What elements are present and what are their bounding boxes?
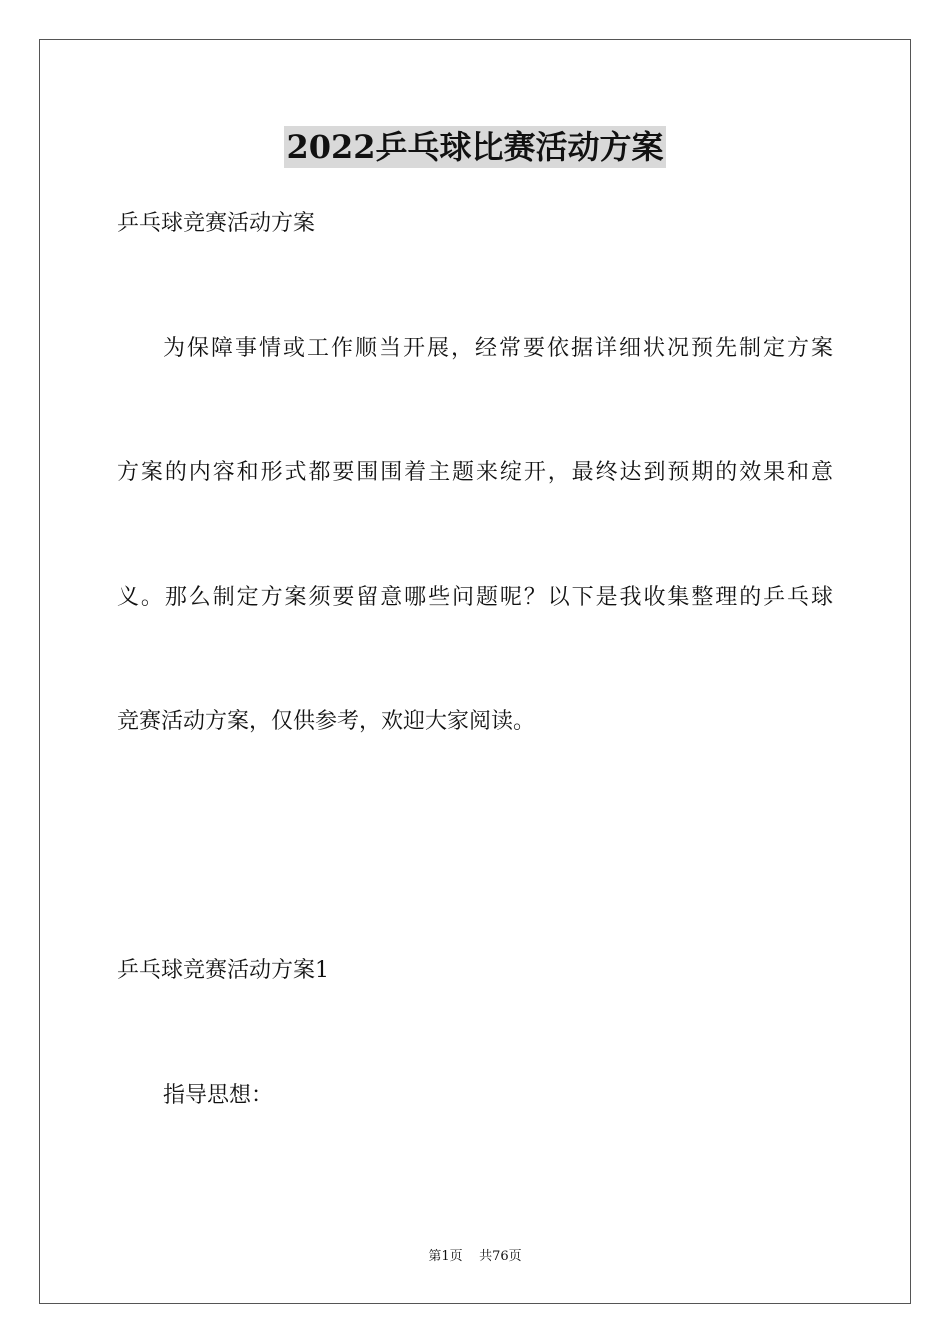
section-heading-1: 乒乓球竞赛活动方案1 (117, 958, 329, 983)
title-container (0, 126, 950, 168)
page-footer (0, 1248, 950, 1266)
page-total: 共76页 (479, 1249, 522, 1264)
paragraph-line-3: 义。那么制定方案须要留意哪些问题呢？以下是我收集整理的乒乓球 (117, 585, 833, 610)
page-number: 第1页 (428, 1249, 463, 1264)
paragraph-line-2: 方案的内容和形式都要围围着主题来绽开，最终达到预期的效果和意 (117, 460, 833, 485)
section-heading: 乒乓球竞赛活动方案 (117, 211, 316, 236)
paragraph-line-4: 竞赛活动方案，仅供参考，欢迎大家阅读。 (117, 709, 536, 734)
document-title: 2022乒乓球比赛活动方案 (286, 128, 664, 166)
paragraph-line-1: 为保障事情或工作顺当开展，经常要依据详细状况预先制定方案 (163, 336, 833, 361)
subheading-guiding-ideology: 指导思想： (163, 1083, 274, 1108)
